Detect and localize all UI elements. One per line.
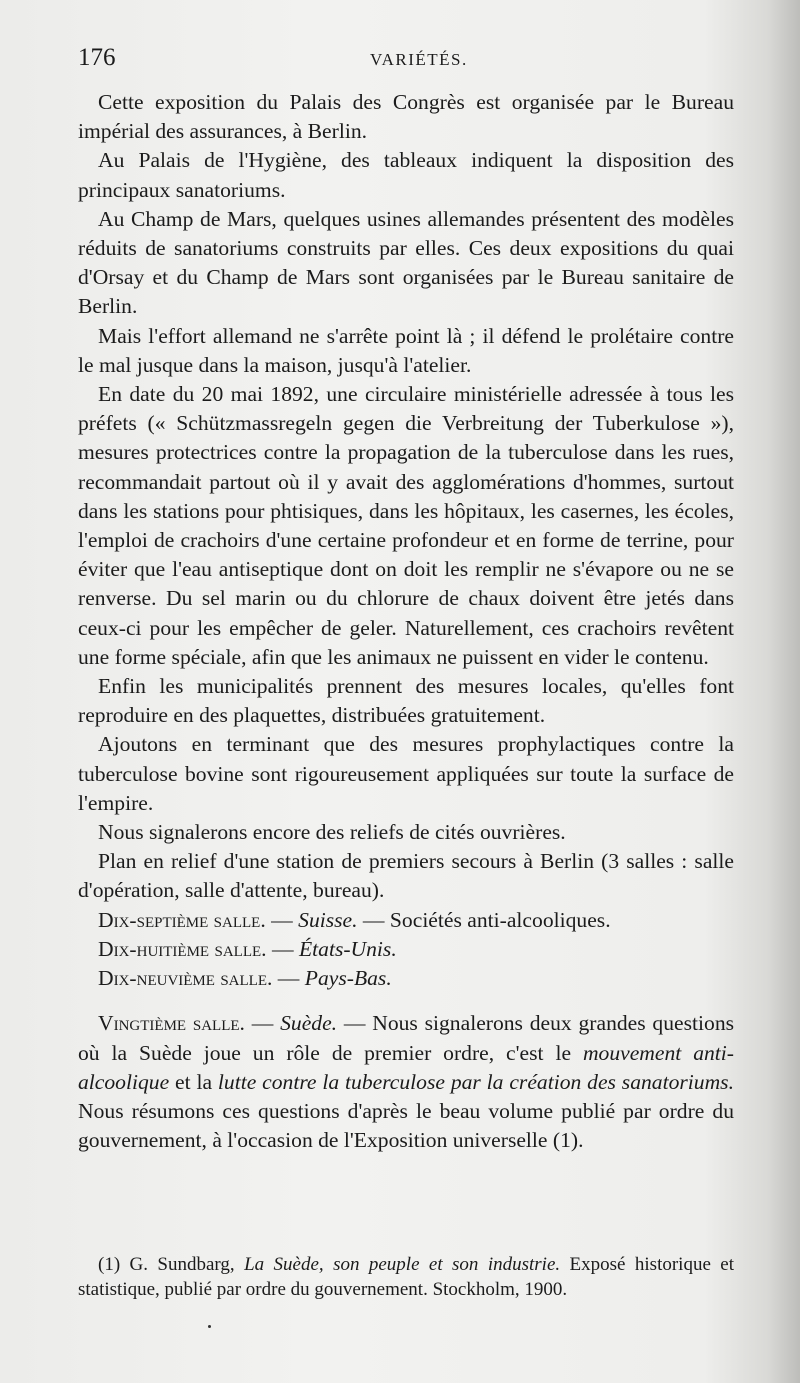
- hall-country: Suisse.: [298, 907, 358, 932]
- dash: —: [337, 1011, 373, 1036]
- footnote-ref: (1) G. Sundbarg,: [98, 1254, 245, 1275]
- hall-label: Vingtième salle.: [98, 1011, 245, 1036]
- paragraph: Au Champ de Mars, quelques usines allemandes présentent des modèles réduits de sanatoriums construits par elles. Ces deux expositions du quai d'Orsay et du Champ de Mars sont organisées par le Bureau sanitaire de Berlin.: [78, 206, 734, 319]
- hall-country: Pays-Bas.: [304, 966, 392, 991]
- page-header: [78, 40, 738, 80]
- running-head: VARIÉTÉS.: [370, 50, 468, 69]
- text-run: et la: [169, 1069, 218, 1094]
- paragraph-hall-20: [78, 1009, 734, 1155]
- text-run: Nous résumons ces questions d'après le beau volume publié par ordre du gouvernement, à l'occasion de l'Exposition universelle (1).: [78, 1098, 734, 1153]
- hall-entry-17: [78, 906, 734, 935]
- paragraph: Nous signalerons encore des reliefs de cités ouvrières.: [98, 820, 566, 845]
- paragraph: Ajoutons en terminant que des mesures prophylactiques contre la tuberculose bovine sont rigoureusement appliquées sur toute la surface de l'empire.: [78, 732, 734, 815]
- paragraph: Plan en relief d'une station de premiers secours à Berlin (3 salles : salle d'opération, salle d'attente, bureau).: [78, 849, 734, 903]
- paragraph: Enfin les municipalités prennent des mesures locales, qu'elles font reproduire en des plaquettes, distribuées gratuitement.: [78, 674, 734, 728]
- paragraph: Au Palais de l'Hygiène, des tableaux indiquent la disposition des principaux sanatoriums.: [78, 148, 734, 202]
- italic-run: lutte contre la tuberculose par la création des sanatoriums.: [217, 1069, 734, 1094]
- dash: —: [244, 1011, 281, 1036]
- dash: —: [272, 966, 305, 991]
- hall-country: États-Unis.: [298, 936, 397, 961]
- hall-label: Dix-neuvième salle.: [98, 966, 273, 991]
- text-run: Nous signalerons deux grandes questions où la Suède joue un rôle de premier ordre, c'est le: [78, 1011, 735, 1065]
- print-speck: [208, 1325, 211, 1328]
- footnote-title: La Suède, son peuple et son industrie.: [244, 1254, 561, 1275]
- hall-country: Suède.: [280, 1011, 338, 1036]
- dash: —: [266, 936, 299, 961]
- italic-run: mouvement anti-alcoolique: [78, 1040, 734, 1094]
- footnote: [78, 1252, 734, 1302]
- hall-label: Dix-huitième salle.: [98, 936, 267, 961]
- dash: —: [265, 907, 299, 932]
- footnote-text: [78, 1252, 734, 1302]
- hall-description: Sociétés anti-alcooliques.: [389, 907, 611, 932]
- body-text: [78, 88, 734, 1155]
- paragraph: En date du 20 mai 1892, une circulaire ministérielle adressée à tous les préfets (« Schützmassregeln gegen die Verbreitung der Tuberkulose »), mesures protectrices contre la propagation de la tuberculose dans les rues, recommandait partout où il y avait des agglomérations d'hommes, surtout dans les stations pour phtisiques, dans les hôpitaux, les casernes, les écoles, l'emploi de crachoirs d'une certaine profondeur et en forme de terrine, pour éviter que l'eau antiseptique dont on doit les remplir ne s'évapore ou ne se renverse. Du sel marin ou du chlorure de chaux doivent être jetés dans ceux-ci pour les empêcher de geler. Naturellement, ces crachoirs revêtent une forme spéciale, afin que les animaux ne puissent en vider le contenu.: [78, 382, 734, 669]
- page-number: 176: [78, 44, 116, 71]
- hall-entry-18: [78, 935, 734, 964]
- footnote-rest: Exposé historique et statistique, publié par ordre du gouvernement. Stockholm, 1900.: [78, 1254, 735, 1300]
- paragraph: Mais l'effort allemand ne s'arrête point là ; il défend le prolétaire contre le mal jusque dans la maison, jusqu'à l'atelier.: [78, 323, 734, 377]
- hall-label: Dix-septième salle.: [98, 907, 266, 932]
- dash: —: [357, 907, 390, 932]
- paragraph: Cette exposition du Palais des Congrès est organisée par le Bureau impérial des assurances, à Berlin.: [78, 90, 734, 144]
- hall-entry-19: [78, 964, 734, 993]
